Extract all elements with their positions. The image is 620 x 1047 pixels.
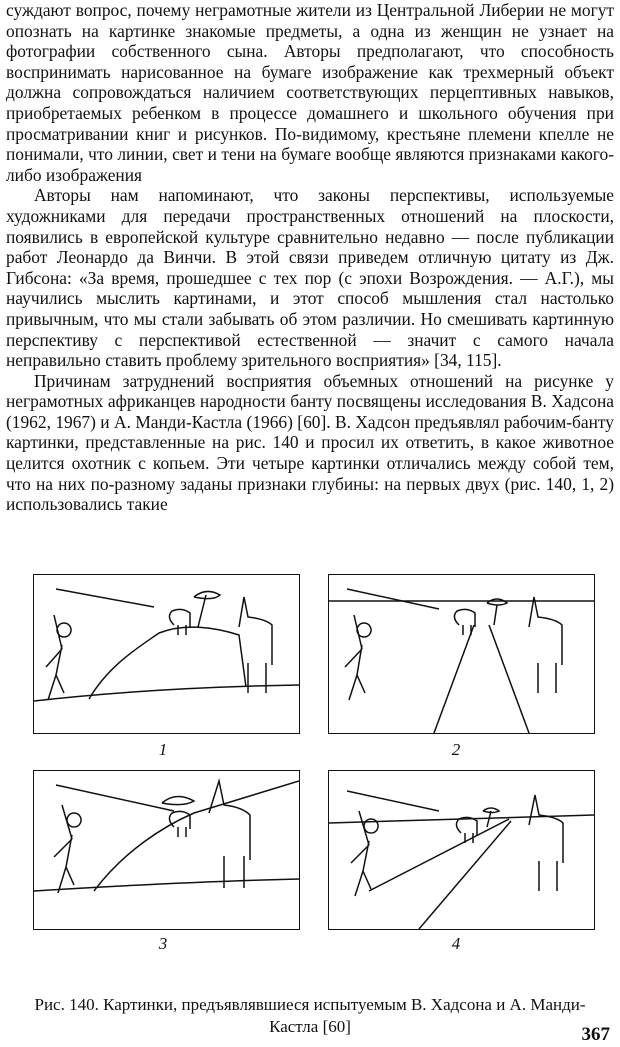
paragraph-3: Причинам затруднений восприятия объемных отношений на рисунке у неграмотных африканцев народности банту посвящены исследования В. Хадсона (1962, 1967) и А. Манди-Кастла (1966) [60]. В. Хадсон предъявлял рабочим-банту картинки, представленные на рис. 140 и просил их ответить, в какое животное целится охотник с копьем. Эти четыре картинки отличались между собой тем, что на них по-разному заданы признаки глубины: на первых двух (рис. 140, 1, 2) использовались такие <box>6 370 614 515</box>
figure-4-label: 4 <box>451 934 461 953</box>
paragraph-2: Авторы нам напоминают, что законы перспективы, используемые художниками для передачи пространственных отношений на плоскости, появились в европейской культуре сравнительно недавно — после публикации работ Леонардо да Винчи. В этой связи приведем отличную цитату из Дж. Гибсона: «За время, прошедшее с тех пор (с эпохи Возрождения. — А.Г.), мы научились мыслить картинами, и этот способ мышления стал настолько привычным, что мы стали забывать об этом различии. Но смешивать картинную перспективу с перспективой естественной — значит с самого начала неправильно ставить проблему зрительного восприятия» [34, 115]. <box>6 185 614 371</box>
caption-line-1: Рис. 140. Картинки, предъявлявшиеся испытуемым В. Хадсона и А. Манди- <box>34 995 586 1014</box>
figure-2-label: 2 <box>451 740 461 759</box>
paragraph-1: суждают вопрос, почему неграмотные жители из Центральной Либерии не могут опознать на картинке знакомые предметы, а одна из женщин не узнает на фотографии собственного сына. Авторы предполагают, что способность воспринимать нарисованное на бумаге изображение как трехмерный объект должна сопровождаться наличием соответствующих перцептивных навыков, приобретаемых ребенком в процессе домашнего и школьного обучения при просматривании книг и рисунков. По-видимому, крестьяне племени кпелле не понимали, что линии, свет и тени на бумаге вообще являются признаками какого-либо изображения <box>6 0 614 185</box>
figure-caption <box>0 994 620 1038</box>
figure-3-label: 3 <box>158 934 168 953</box>
hunter-picture-3 <box>34 771 299 929</box>
body-text <box>6 0 614 515</box>
figure-1-image <box>33 574 300 734</box>
figure-2-image <box>328 574 595 734</box>
hunter-picture-4 <box>329 771 594 929</box>
figure-4-image <box>328 770 595 930</box>
hunter-picture-2 <box>329 575 594 733</box>
caption-line-2: Кастла [60] <box>269 1017 351 1036</box>
hunter-picture-1 <box>34 575 299 733</box>
figure-3-image <box>33 770 300 930</box>
figure-1-label: 1 <box>158 740 168 759</box>
page-number: 367 <box>581 1024 610 1045</box>
